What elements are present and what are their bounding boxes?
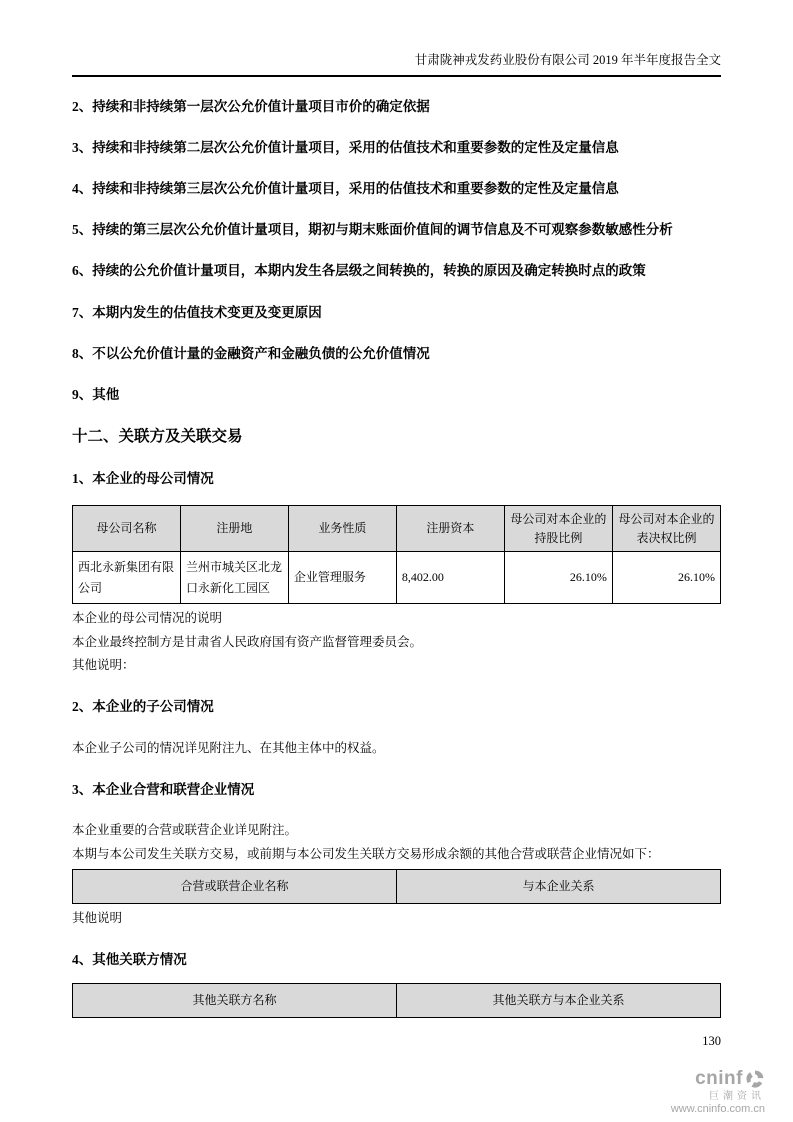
joint-ventures-table-header-row	[73, 870, 721, 904]
column-header-jv-relation: 与本企业关系	[397, 870, 721, 904]
heading-fair-value-7: 7、本期内发生的估值技术变更及变更原因	[72, 304, 322, 320]
cell-parent-name: 西北永新集团有限公司	[73, 552, 181, 604]
column-header-business-nature: 业务性质	[288, 506, 396, 552]
parent-company-note-label: 本企业的母公司情况的说明	[72, 611, 223, 626]
other-related-parties-table	[72, 983, 721, 1018]
cninfo-brand-row	[671, 1068, 765, 1090]
parent-company-note-text: 本企业最终控制方是甘肃省人民政府国有资产监督管理委员会。	[72, 634, 423, 649]
report-title: 甘肃陇神戎发药业股份有限公司 2019 年半年度报告全文	[414, 53, 721, 67]
parent-company-table-row	[73, 552, 721, 604]
subsection-parent-company-title: 1、本企业的母公司情况	[72, 470, 214, 486]
column-header-registered-place: 注册地	[180, 506, 288, 552]
section-12-title: 十二、关联方及关联交易	[72, 428, 243, 446]
joint-ventures-other-note-label: 其他说明	[72, 910, 123, 925]
column-header-registered-capital: 注册资本	[396, 506, 504, 552]
heading-fair-value-6: 6、持续的公允价值计量项目，本期内发生各层级之间转换的，转换的原因及确定转换时点的政策	[72, 263, 646, 279]
subsection-other-related-title: 4、其他关联方情况	[72, 952, 187, 968]
subsection-joint-ventures-title: 3、本企业合营和联营企业情况	[72, 782, 255, 798]
heading-fair-value-8: 8、不以公允价值计量的金融资产和金融负债的公允价值情况	[72, 345, 430, 361]
subsection-subsidiaries-title: 2、本企业的子公司情况	[72, 699, 214, 715]
cninfo-website: www.cninfo.com.cn	[670, 1103, 765, 1116]
parent-company-table-header-row	[73, 506, 721, 552]
other-related-table-header-row	[73, 984, 721, 1018]
heading-fair-value-3: 3、持续和非持续第二层次公允价值计量项目，采用的估值技术和重要参数的定性及定量信息	[72, 139, 619, 155]
cninfo-logo	[671, 1068, 765, 1116]
column-header-shareholding-ratio: 母公司对本企业的持股比例	[504, 506, 612, 552]
cell-business-nature: 企业管理服务	[288, 552, 396, 604]
joint-ventures-text-2: 本期与本公司发生关联方交易，或前期与本公司发生关联方交易形成余额的其他合营或联营企业情况如下：	[72, 846, 660, 861]
column-header-jv-name: 合营或联营企业名称	[73, 870, 397, 904]
joint-ventures-text-1: 本企业重要的合营或联营企业详见附注。	[72, 823, 298, 838]
cell-voting-ratio: 26.10%	[612, 552, 720, 604]
column-header-voting-ratio: 母公司对本企业的表决权比例	[612, 506, 720, 552]
parent-company-other-note-label: 其他说明：	[72, 658, 135, 673]
subsidiaries-text: 本企业子公司的情况详见附注九、在其他主体中的权益。	[72, 740, 385, 755]
heading-fair-value-5: 5、持续的第三层次公允价值计量项目，期初与期末账面价值间的调节信息及不可观察参数敏感性分析	[72, 222, 673, 238]
page-number: 130	[702, 1034, 721, 1048]
column-header-parent-name: 母公司名称	[73, 506, 181, 552]
parent-company-table	[72, 505, 721, 604]
column-header-other-party-name: 其他关联方名称	[73, 984, 397, 1018]
cninfo-logo-icon	[745, 1069, 765, 1089]
cell-registered-capital: 8,402.00	[396, 552, 504, 604]
cninfo-brand-text: cninf	[695, 1068, 743, 1089]
heading-fair-value-4: 4、持续和非持续第三层次公允价值计量项目，采用的估值技术和重要参数的定性及定量信息	[72, 180, 619, 196]
cell-registered-place: 兰州市城关区北龙口永新化工园区	[180, 552, 288, 604]
column-header-other-party-relation: 其他关联方与本企业关系	[397, 984, 721, 1018]
heading-fair-value-2: 2、持续和非持续第一层次公允价值计量项目市价的确定依据	[72, 98, 430, 114]
joint-ventures-table	[72, 869, 721, 904]
cninfo-chinese-name: 巨潮资讯	[709, 1090, 765, 1102]
cell-shareholding-ratio: 26.10%	[504, 552, 612, 604]
page-header	[72, 54, 721, 77]
heading-fair-value-9: 9、其他	[72, 387, 120, 403]
